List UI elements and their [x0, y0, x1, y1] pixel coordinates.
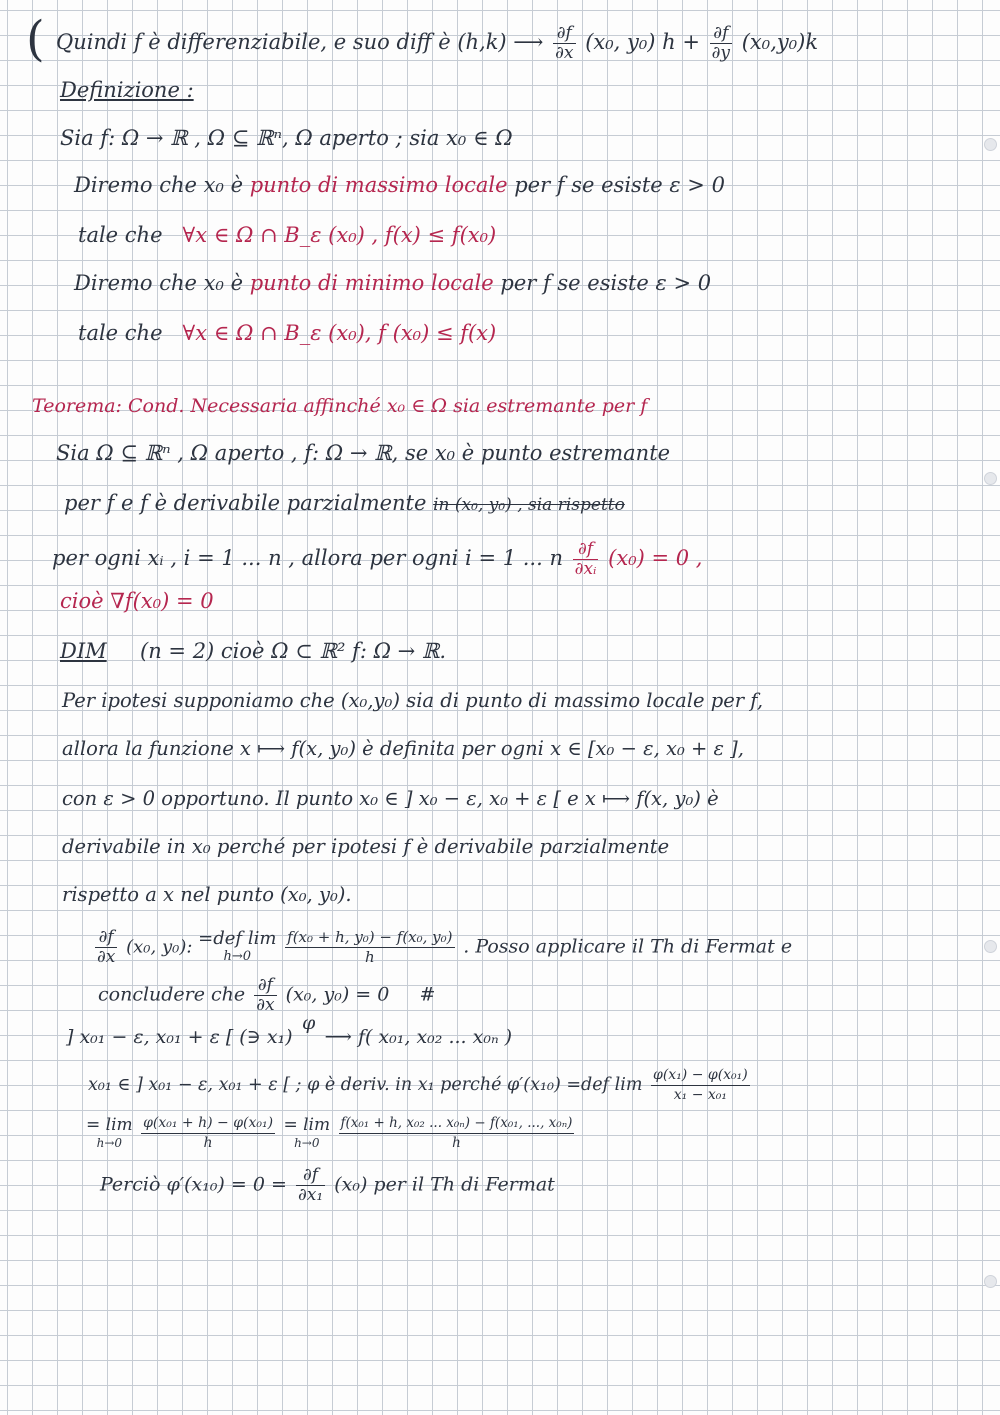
eq6-fermat: (x₀) per il Th di Fermat — [334, 1173, 555, 1196]
def-line-5 — [78, 320, 496, 346]
eq2-den: ∂x — [256, 995, 275, 1015]
eq1-quotient-num: f(x₀ + h, y₀) − f(x₀, y₀) — [287, 928, 453, 946]
proof-line-4: derivabile in x₀ perché per ipotesi f è derivabile parzialmente — [62, 835, 670, 858]
binder-hole — [984, 1275, 997, 1288]
partial-fx — [553, 24, 575, 63]
dim-line — [60, 638, 446, 664]
eq5-quotient-1 — [141, 1114, 275, 1153]
open-parenthesis: ( — [26, 11, 45, 67]
term-massimo-locale: punto di massimo locale — [249, 173, 508, 197]
thm-line-2 — [64, 490, 625, 518]
eq6-den: ∂x₁ — [297, 1185, 324, 1205]
thm-line-4 — [60, 588, 214, 614]
partial-fy — [710, 24, 732, 63]
thm-line-1: Sia Ω ⊆ ℝⁿ , Ω aperto , f: Ω → ℝ, se x₀ è punto estremante — [56, 441, 671, 465]
def-line-3 — [78, 222, 496, 248]
eq5-lim1 — [86, 1116, 133, 1152]
thm-line-2-a: per f e f è derivabile parzialmente — [64, 491, 427, 515]
eq5-den1: h — [203, 1135, 213, 1151]
eq5-lim1-sub: h→0 — [96, 1135, 123, 1150]
term-minimo-locale: punto di minimo locale — [249, 271, 494, 295]
fy-den: ∂y — [711, 43, 731, 63]
proof-line-3: con ε > 0 opportuno. Il punto x₀ ∈ ] x₀ − ε, x₀ + ε [ e x ⟼ f(x, y₀) è — [62, 787, 719, 810]
dim-heading: DIM — [60, 639, 107, 663]
dim-setup: (n = 2) cioè Ω ⊂ ℝ² f: Ω → ℝ. — [140, 639, 447, 663]
eq1-lim-sub: h→0 — [223, 948, 252, 964]
eq1-partial — [95, 928, 117, 967]
eq1-den: ∂x — [97, 947, 116, 967]
thm-line-3 — [52, 540, 702, 579]
eq-phi-deriv — [88, 1066, 753, 1105]
eq5-lim1-text: = lim — [86, 1114, 133, 1135]
eq2-zero: (x₀, y₀) = 0 — [285, 983, 390, 1006]
eq3-map: ⟶ f( x₀₁, x₀₂ ... x₀ₙ ) — [324, 1026, 513, 1048]
eq-limit-chain — [86, 1114, 577, 1153]
def-line-3-a: tale che — [78, 223, 163, 247]
eq5-quotient-2 — [339, 1114, 575, 1153]
def-line-5-a: tale che — [78, 321, 163, 345]
eq5-lim2 — [283, 1116, 330, 1152]
eq2-text: concludere che — [98, 983, 246, 1006]
eq5-num2: f(x₀₁ + h, x₀₂ ... x₀ₙ) − f(x₀₁, ..., x₀ₙ) — [339, 1114, 575, 1134]
eq4-num: φ(x₁) − φ(x₀₁) — [651, 1066, 750, 1086]
eq1-num: ∂f — [95, 928, 117, 948]
differential-mid: (x₀, y₀) h + — [585, 30, 700, 54]
eq5-lim2-sub: h→0 — [294, 1135, 320, 1150]
eq6-partial — [296, 1166, 325, 1205]
eq-conclude — [98, 976, 435, 1015]
def-line-2-b: per f se esiste ε > 0 — [514, 173, 725, 197]
def-line-2 — [74, 172, 725, 198]
fx-num: ∂f — [553, 24, 575, 44]
definizione-heading: Definizione : — [60, 78, 194, 102]
eq-phi-def — [66, 1012, 513, 1050]
differential-line — [56, 24, 818, 63]
def-line-4-b: per f se esiste ε > 0 — [500, 271, 712, 295]
eq1-fermat: . Posso applicare il Th di Fermat e — [463, 935, 793, 958]
proof-line-5: rispetto a x nel punto (x₀, y₀). — [62, 883, 352, 906]
fxi-den: ∂xᵢ — [574, 559, 597, 579]
fx-den: ∂x — [555, 43, 574, 63]
eq5-num1: φ(x₀₁ + h) − φ(x₀₁) — [141, 1114, 275, 1134]
eq1-limit — [198, 927, 277, 966]
eq2-partial — [254, 976, 276, 1015]
thm-line-2-struck: in (x₀, y₀) , sia rispetto — [433, 495, 625, 515]
def-line-2-a: Diremo che x₀ è — [74, 173, 244, 197]
def-line-4 — [74, 270, 711, 296]
binder-hole — [984, 940, 997, 953]
eq1-def: =def lim — [198, 927, 277, 949]
differential-tail: (x₀,y₀)k — [741, 30, 819, 54]
gradient-zero: cioè ∇f(x₀) = 0 — [60, 589, 214, 613]
eq6-num: ∂f — [296, 1166, 325, 1186]
eq-conclusion — [100, 1166, 555, 1205]
max-condition: ∀x ∈ Ω ∩ B_ε (x₀) , f(x) ≤ f(x₀) — [182, 223, 497, 247]
fxi-num: ∂f — [573, 540, 599, 560]
eq2-num: ∂f — [254, 976, 276, 996]
def-line-1: Sia f: Ω → ℝ , Ω ⊆ ℝⁿ, Ω aperto ; sia x₀ ∈ Ω — [60, 126, 513, 150]
eq3-interval: ] x₀₁ − ε, x₀₁ + ε [ (∋ x₁) — [66, 1026, 293, 1048]
def-line-4-a: Diremo che x₀ è — [74, 271, 244, 295]
eq1-quotient — [285, 928, 454, 967]
binder-hole — [984, 138, 997, 151]
eq4-text: x₀₁ ∈ ] x₀₁ − ε, x₀₁ + ε [ ; φ è deriv. in x₁ perché φ′(x₁₀) =def lim — [88, 1075, 643, 1095]
eq-partial-limit — [92, 928, 792, 967]
eq4-quotient — [651, 1066, 750, 1105]
proof-line-1: Per ipotesi supponiamo che (x₀,y₀) sia di punto di massimo locale per f, — [62, 689, 764, 712]
teorema-heading: Teorema: Cond. Necessaria affinché x₀ ∈ Ω sia estremante per f — [32, 395, 648, 417]
min-condition: ∀x ∈ Ω ∩ B_ε (x₀), f (x₀) ≤ f(x) — [182, 321, 497, 345]
end-mark: # — [419, 983, 436, 1006]
phi-label: φ — [301, 1012, 316, 1034]
eq4-den: x₁ − x₀₁ — [673, 1087, 728, 1103]
thm-line-3-b: (x₀) = 0 , — [608, 546, 703, 570]
partial-fxi — [573, 540, 599, 579]
eq1-quotient-den: h — [364, 948, 375, 966]
proof-line-2: allora la funzione x ⟼ f(x, y₀) è definita per ogni x ∈ [x₀ − ε, x₀ + ε ], — [62, 737, 744, 760]
fy-num: ∂f — [710, 24, 732, 44]
binder-holes — [984, 0, 996, 1415]
differential-text: Quindi f è differenziabile, e suo diff è (h,k) ⟶ — [56, 30, 544, 54]
eq5-lim2-text: = lim — [283, 1114, 331, 1135]
eq1-point: (x₀, y₀): — [126, 936, 193, 958]
thm-line-3-a: per ogni xᵢ , i = 1 ... n , allora per ogni i = 1 ... n — [52, 546, 563, 570]
binder-hole — [984, 472, 997, 485]
eq5-den2: h — [452, 1135, 461, 1151]
eq6-text: Perciò φ′(x₁₀) = 0 = — [100, 1173, 287, 1196]
